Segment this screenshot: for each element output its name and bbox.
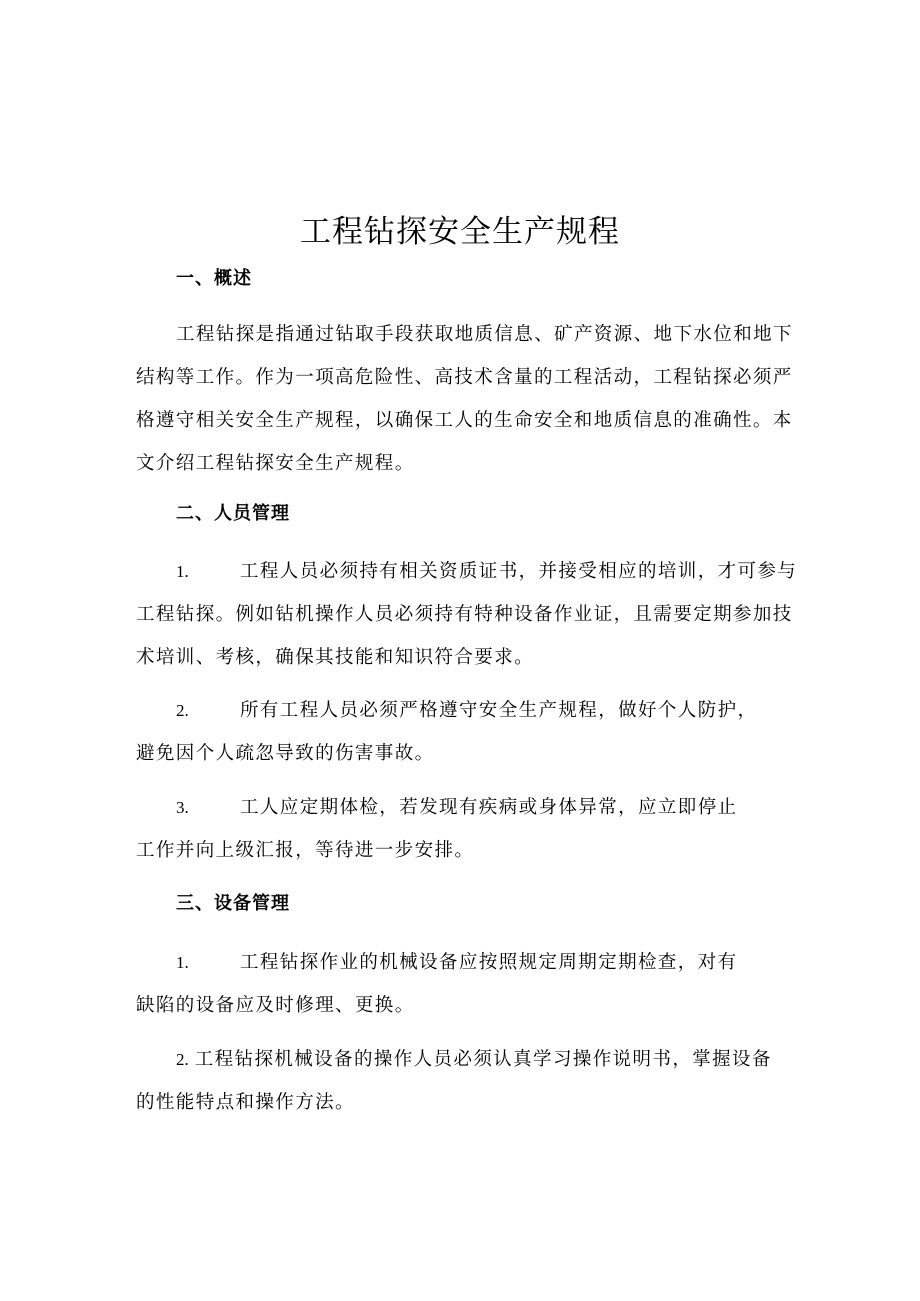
list-number: 2. [176, 701, 189, 720]
paragraph-line: 结构等工作。作为一项高危险性、高技术含量的工程活动，工程钻探必须严 [136, 367, 793, 388]
section-heading-personnel: 二、人员管理 [176, 503, 290, 524]
item-line: 工作并向上级汇报，等待进一步安排。 [136, 840, 475, 861]
section-heading-equipment: 三、设备管理 [176, 893, 290, 914]
item-line: 术培训、考核，确保其技能和知识符合要求。 [136, 647, 535, 668]
item-line: 缺陷的设备应及时修理、更换。 [136, 995, 415, 1016]
personnel-item-2 [136, 689, 796, 775]
list-number: 2. [176, 1050, 189, 1069]
equipment-item-2 [136, 1038, 796, 1124]
item-line: 工程人员必须持有相关资质证书，并接受相应的培训，才可参与 [240, 561, 798, 582]
item-line: 工程钻探机械设备的操作人员必须认真学习操作说明书，掌握设备 [194, 1049, 772, 1070]
item-line: 工程钻探作业的机械设备应按照规定周期定期检查，对有 [240, 952, 738, 973]
list-number: 1. [176, 562, 189, 581]
item-line: 所有工程人员必须严格遵守安全生产规程，做好个人防护， [240, 700, 758, 721]
document-title: 工程钻探安全生产规程 [300, 214, 620, 250]
section-heading-overview: 一、概述 [176, 268, 252, 289]
list-number: 3. [176, 798, 189, 817]
list-number: 1. [176, 953, 189, 972]
overview-paragraph [136, 313, 796, 485]
personnel-item-3 [136, 786, 796, 872]
paragraph-line: 格遵守相关安全生产规程，以确保工人的生命安全和地质信息的准确性。本 [136, 410, 793, 431]
paragraph-line: 文介绍工程钻探安全生产规程。 [136, 453, 415, 474]
personnel-item-1 [136, 550, 796, 679]
item-line: 工程钻探。例如钻机操作人员必须持有特种设备作业证，且需要定期参加技 [136, 604, 793, 625]
item-line: 避免因个人疏忽导致的伤害事故。 [136, 743, 435, 764]
item-line: 的性能特点和操作方法。 [136, 1092, 355, 1113]
equipment-item-1 [136, 941, 796, 1027]
item-line: 工人应定期体检，若发现有疾病或身体异常，应立即停止 [240, 797, 738, 818]
paragraph-line: 工程钻探是指通过钻取手段获取地质信息、矿产资源、地下水位和地下 [176, 324, 793, 345]
